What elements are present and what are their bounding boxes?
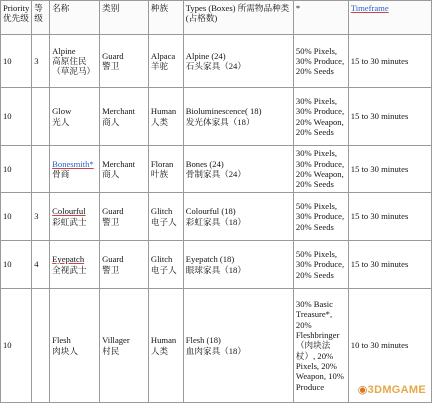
priority: 10 — [3, 340, 12, 351]
distribution-cell — [293, 35, 348, 88]
category-cn: 警卫 — [102, 61, 120, 71]
category-cn: 警卫 — [102, 216, 120, 227]
species-cn: 电子人 — [150, 264, 177, 275]
timeframe-cell — [348, 35, 431, 88]
timeframe: 15 to 30 minutes — [350, 111, 409, 122]
category-cell — [100, 88, 149, 146]
timeframe: 15 to 30 minutes — [350, 259, 409, 270]
species-cell — [148, 35, 183, 88]
priority-cell — [1, 193, 32, 241]
header-species: 种族 — [148, 1, 183, 35]
types-cell — [183, 241, 293, 289]
name-en: Glow — [52, 106, 72, 117]
distribution-cell — [293, 146, 348, 193]
species-en: Glitch — [150, 206, 173, 217]
level-cell — [32, 88, 50, 146]
name-cell — [50, 35, 100, 88]
category-en: Villager — [102, 335, 130, 346]
types-en: Eyepatch (18) — [185, 254, 235, 265]
category-cell — [100, 35, 149, 88]
priority-cell — [1, 241, 32, 289]
priority: 10 — [3, 111, 12, 122]
timeframe: 15 to 30 minutes — [350, 55, 409, 66]
distribution: 30% Pixels, 30% Produce, 20% Weapon, 20% Seeds — [295, 95, 345, 137]
priority-cell — [1, 35, 32, 88]
level: 4 — [34, 259, 39, 270]
name-cn: 骨商 — [52, 169, 70, 179]
category-en: Guard — [102, 206, 124, 217]
table-row — [1, 241, 432, 289]
table-row — [1, 35, 432, 88]
header-timeframe: Timeframe — [348, 1, 431, 35]
name-cn: 肉块人 — [52, 345, 78, 356]
category-cell — [100, 193, 149, 241]
types-cell — [183, 289, 293, 403]
distribution: 50% Pixels, 30% Produce, 20% Seeds — [295, 249, 345, 280]
distribution: 50% Pixels, 30% Produce, 20% Seeds — [295, 45, 345, 77]
types-cn: 发光体家具（18） — [185, 116, 255, 127]
species-en: Human — [150, 106, 177, 117]
types-cell — [183, 193, 293, 241]
category-en: Guard — [102, 50, 124, 61]
species-cell — [148, 146, 183, 193]
species-cell — [148, 241, 183, 289]
species-cn: 电子人 — [150, 216, 177, 227]
priority-cell — [1, 88, 32, 146]
priority: 10 — [3, 211, 12, 222]
name-en: Bonesmith* — [52, 158, 94, 169]
types-cn: 血肉家具（18） — [185, 345, 246, 356]
distribution-cell — [293, 289, 348, 403]
level: 3 — [34, 55, 39, 66]
distribution: 30% Basic Treasure*, 20% Fleshbringer（肉块法杖）, 20% Pixels, 20% Weapon, 10% Produce — [295, 299, 344, 392]
name-cn: 光人 — [52, 116, 70, 127]
distribution-cell — [293, 88, 348, 146]
priority-cell — [1, 146, 32, 193]
types-en: Colourful (18) — [185, 206, 236, 217]
priority: 10 — [3, 259, 12, 270]
species-cell — [148, 193, 183, 241]
level-cell — [32, 241, 50, 289]
header-name: 名称 — [50, 1, 100, 35]
name-cell — [50, 146, 100, 193]
category-cell — [100, 289, 149, 403]
priority: 10 — [3, 55, 12, 66]
priority: 10 — [3, 163, 12, 174]
species-cn: 羊驼 — [150, 61, 169, 71]
timeframe-cell — [348, 88, 431, 146]
name-cell — [50, 289, 100, 403]
category-cn: 商人 — [102, 116, 120, 127]
name-en: Eyepatch — [52, 254, 85, 265]
header-types: Types (Boxes) 所需物品种类(占格数) — [183, 1, 293, 35]
table-row — [1, 146, 432, 193]
category-en: Merchant — [102, 158, 136, 169]
distribution: 30% Pixels, 30% Produce, 20% Weapon, 20% Seeds — [295, 148, 345, 190]
category-cn: 商人 — [102, 169, 120, 179]
types-cn: 骨制家具（24） — [185, 169, 246, 179]
timeframe: 15 to 30 minutes — [350, 211, 409, 222]
types-en: Alpine (24) — [185, 50, 226, 61]
types-en: Bones (24) — [185, 158, 224, 169]
types-cn: 石头家具（24） — [185, 61, 246, 71]
species-en: Human — [150, 335, 177, 346]
header-category: 类别 — [100, 1, 149, 35]
category-en: Guard — [102, 254, 124, 265]
name-cell — [50, 88, 100, 146]
species-cn: 人类 — [150, 116, 169, 127]
timeframe-cell — [348, 146, 431, 193]
distribution-cell — [293, 241, 348, 289]
name-cell — [50, 241, 100, 289]
header-distribution: * — [293, 1, 348, 35]
name-cn: 全视武士 — [52, 264, 87, 275]
3dm-logo-icon: ◉ — [357, 384, 368, 396]
category-cell — [100, 241, 149, 289]
name-en: Alpine — [52, 45, 76, 56]
table-row — [1, 88, 432, 146]
category-cn: 警卫 — [102, 264, 120, 275]
table-row — [1, 193, 432, 241]
types-cn: 彩虹家具（18） — [185, 216, 246, 227]
category-cn: 村民 — [102, 345, 120, 356]
timeframe-cell — [348, 193, 431, 241]
header-level: 等级 — [32, 1, 50, 35]
watermark-text: 3DMGAME — [367, 384, 426, 396]
types-cn: 眼球家具（18） — [185, 264, 246, 275]
category-cell — [100, 146, 149, 193]
types-en: Bioluminescence( 18) — [185, 106, 262, 117]
level-cell — [32, 35, 50, 88]
species-en: Glitch — [150, 254, 173, 265]
watermark — [358, 383, 426, 396]
header-priority: Priority 优先级 — [1, 1, 32, 35]
distribution: 50% Pixels, 30% Produce, 20% Seeds — [295, 201, 345, 232]
timeframe: 10 to 30 minutes — [350, 340, 409, 351]
header-row — [1, 1, 432, 35]
name-cn: 高原住民（草泥马） — [52, 55, 96, 77]
level: 3 — [34, 211, 39, 222]
species-cell — [148, 289, 183, 403]
timeframe: 15 to 30 minutes — [350, 163, 409, 174]
name-en: Flesh — [52, 335, 71, 346]
name-cell — [50, 193, 100, 241]
species-cn: 人类 — [150, 345, 169, 356]
species-cell — [148, 88, 183, 146]
name-cn: 彩虹武士 — [52, 216, 87, 227]
types-cell — [183, 146, 293, 193]
types-en: Flesh (18) — [185, 335, 221, 346]
timeframe-cell — [348, 241, 431, 289]
species-en: Alpaca — [150, 50, 176, 61]
level-cell — [32, 193, 50, 241]
species-en: Floran — [150, 158, 174, 169]
level-cell — [32, 146, 50, 193]
level-cell — [32, 289, 50, 403]
types-cell — [183, 35, 293, 88]
name-en: Colourful — [52, 206, 86, 217]
distribution-cell — [293, 193, 348, 241]
types-cell — [183, 88, 293, 146]
priority-cell — [1, 289, 32, 403]
category-en: Merchant — [102, 106, 136, 117]
species-cn: 叶族 — [150, 169, 169, 179]
